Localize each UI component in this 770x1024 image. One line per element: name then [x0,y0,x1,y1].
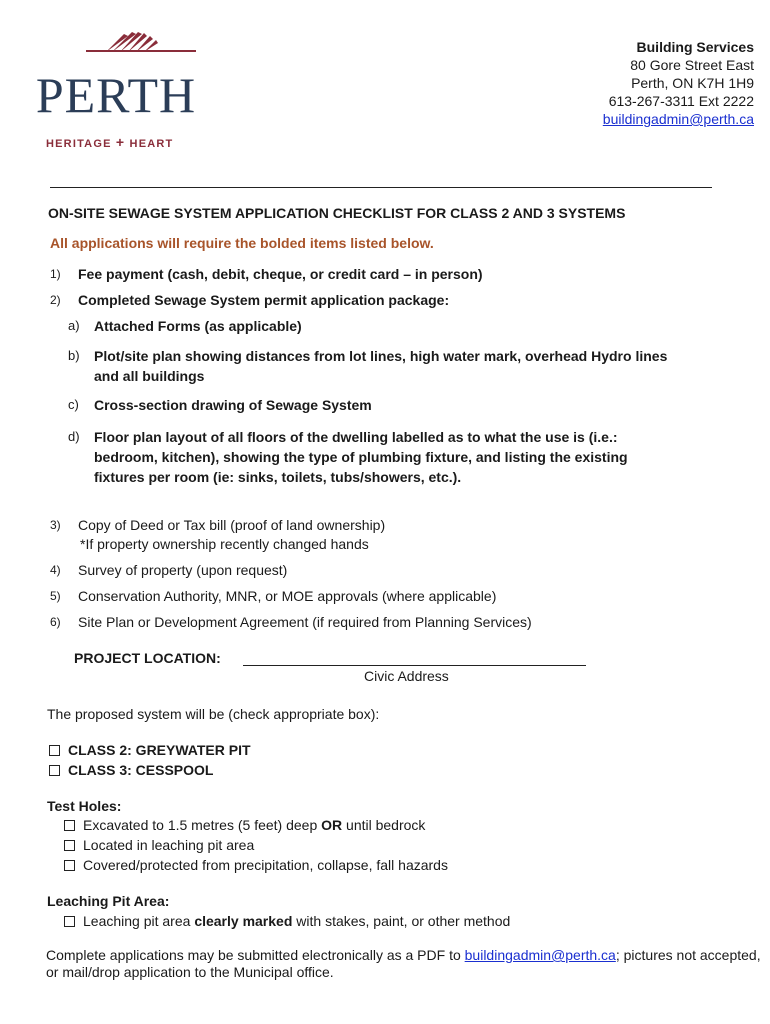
test-hole-text-1b: OR [321,817,343,833]
contact-street: 80 Gore Street East [630,57,754,73]
test-hole-checkbox-3[interactable] [64,860,75,871]
checklist-subitem-b [68,346,748,386]
requirement-note: All applications will require the bolded items listed below. [50,235,434,251]
item-text: Conservation Authority, MNR, or MOE approvals (where applicable) [78,588,497,604]
subitem-letter: b) [68,348,80,363]
checklist-item-5 [50,586,730,606]
subitem-letter: d) [68,429,80,444]
tagline-heart: HEART [129,138,174,150]
class-2-option [49,742,251,758]
contact-phone: 613-267-3311 Ext 2222 [608,93,754,109]
item-text: Completed Sewage System permit application package: [78,292,450,308]
leaching-text-a: Leaching pit area [83,913,195,929]
page-title: ON-SITE SEWAGE SYSTEM APPLICATION CHECKLIST FOR CLASS 2 AND 3 SYSTEMS [48,205,626,221]
class-3-option [49,762,213,778]
checklist-item-2 [50,290,730,310]
test-hole-text-3: Covered/protected from precipitation, collapse, fall hazards [83,857,448,873]
contact-city: Perth, ON K7H 1H9 [631,75,754,91]
test-hole-checkbox-2[interactable] [64,840,75,851]
subitem-letter: a) [68,318,80,333]
test-hole-checkbox-1[interactable] [64,820,75,831]
test-hole-item-1 [64,817,425,833]
subitem-letter: c) [68,397,79,412]
leaching-heading: Leaching Pit Area: [47,893,170,909]
proposed-system-text: The proposed system will be (check appropriate box): [47,706,380,722]
item-number: 5) [50,589,61,603]
checklist-subitem-d [68,427,748,487]
perth-logo [26,30,206,150]
class-2-label: CLASS 2: GREYWATER PIT [68,742,251,758]
checklist-item-4 [50,560,730,580]
leaching-item [64,913,510,929]
item-text-cont: *If property ownership recently changed hands [80,536,369,552]
civic-address-caption: Civic Address [364,668,449,684]
checklist-item-3 [50,515,730,555]
test-holes-heading: Test Holes: [47,798,122,814]
footer-text-a: Complete applications may be submitted electronically as a PDF to [46,947,465,963]
submission-note [46,947,762,981]
leaching-text-c: with stakes, paint, or other method [292,913,511,929]
sunburst-icon [66,30,196,60]
item-number: 6) [50,615,61,629]
class-2-checkbox[interactable] [49,745,60,756]
tagline-heritage: HERITAGE [46,138,112,150]
checklist-item-1 [50,264,730,284]
test-hole-item-2 [64,837,254,853]
class-3-label: CLASS 3: CESSPOOL [68,762,214,778]
class-3-checkbox[interactable] [49,765,60,776]
footer-email-link[interactable]: buildingadmin@perth.ca [464,947,616,963]
item-text: Fee payment (cash, debit, cheque, or credit card – in person) [78,266,483,282]
subitem-text: Cross-section drawing of Sewage System [94,397,372,413]
item-text: Copy of Deed or Tax bill (proof of land ownership) [78,517,386,533]
checklist-subitem-a [68,316,748,336]
test-hole-text-1a: Excavated to 1.5 metres (5 feet) deep [83,817,322,833]
logo-tagline [46,134,216,150]
subitem-text: Attached Forms (as applicable) [94,318,302,334]
subitem-text-cont: bedroom, kitchen), showing the type of plumbing fixture, and listing the existing [94,449,628,465]
footer-text-b: ; pictures not accepted, or mail/drop application to the Municipal office. [46,947,761,980]
checklist-item-6 [50,612,730,632]
contact-dept: Building Services [636,39,754,55]
test-hole-text-1c: until bedrock [342,817,426,833]
subitem-text-cont: fixtures per room (ie: sinks, toilets, tubs/showers, etc.). [94,469,462,485]
subitem-text: Plot/site plan showing distances from lot lines, high water mark, overhead Hydro lines [94,348,668,364]
item-text: Survey of property (upon request) [78,562,288,578]
logo-wordmark: PERTH [35,67,197,123]
item-number: 2) [50,293,61,307]
subitem-text-cont: and all buildings [94,368,205,384]
item-number: 3) [50,518,61,532]
project-location-field[interactable] [243,665,586,666]
project-location-label: PROJECT LOCATION: [74,650,221,666]
checklist-subitem-c [68,395,748,415]
test-hole-text-2: Located in leaching pit area [83,837,255,853]
contact-email-link[interactable]: buildingadmin@perth.ca [602,111,754,127]
test-hole-item-3 [64,857,448,873]
leaching-text-b: clearly marked [194,913,293,929]
plus-icon: + [115,134,126,150]
contact-block [494,38,754,128]
item-number: 1) [50,267,61,281]
item-number: 4) [50,563,61,577]
subitem-text: Floor plan layout of all floors of the dwelling labelled as to what the use is (i.e.: [94,429,618,445]
leaching-checkbox[interactable] [64,916,75,927]
item-text: Site Plan or Development Agreement (if required from Planning Services) [78,614,532,630]
header-divider [50,187,712,188]
